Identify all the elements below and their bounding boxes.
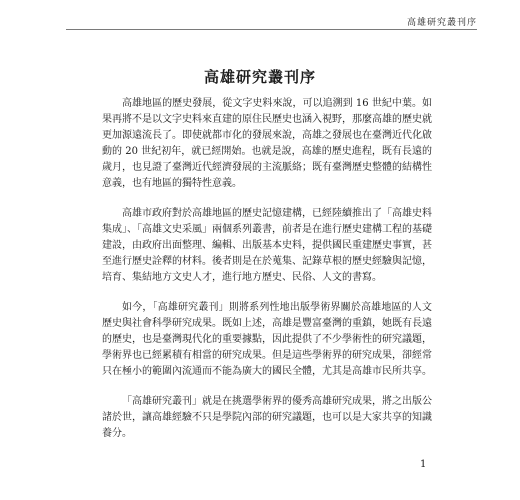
paragraph: 「高雄研究叢刊」就是在挑選學術界的優秀高雄研究成果，將之出版公諸於世，讓高雄經驗不只是學院內部的研究議題，也可以是大家共享的知識養分。 [102, 396, 432, 439]
page-number: 1 [420, 459, 427, 470]
header-rule [66, 29, 477, 30]
document-title: 高雄研究叢刊序 [203, 68, 316, 86]
paragraph: 高雄市政府對於高雄地區的歷史記憶建構，已經陸續推出了「高雄史料集成」、「高雄文史采風」兩個系列叢書，前者是在進行歷史建構工程的基礎建設，由政府出面整理、編輯、出版基本史料，提供國民重建歷史事實，甚至進行歷史詮釋的材料。後者則是在於蒐集、記錄草根的歷史經驗與記憶，培育、集結地方文史人才，進行地方歷史、民俗、人文的書寫。 [102, 208, 432, 283]
paragraph: 如今，「高雄研究叢刊」則將系列性地出版學術界關於高雄地區的人文歷史與社會科學研究成果。既如上述，高雄是豐富臺灣的重鎮，她既有長遠的歷史，也是臺灣現代化的重要據點，因此提供了不少學術性的研究議題，學術界也已經累積有相當的研究成果。但是這些學術界的研究成果，卻經常只在極小的範圍內流通而不能為廣大的國民全體，尤其是高雄市民所共享。 [102, 302, 432, 377]
document-body [102, 96, 432, 456]
running-header: 高雄研究叢刊序 [406, 18, 477, 28]
paragraph: 高雄地區的歷史發展，從文字史料來說，可以追溯到 16 世紀中葉。如果再將不是以文字史料來直建的原住民歷史也涵入視野，那麼高雄的歷史就更加源遠流長了。即使就都市化的發展來說，高雄之發展也在臺灣近代化啟動的 20 世紀初年，就已經開始。也就是說，高雄的歷史進程，既有長遠的歲月，也見證了臺灣近代經濟發展的主流脈絡；既有臺灣歷史整體的結構性意義，也有地區的獨特性意義。 [102, 98, 432, 189]
